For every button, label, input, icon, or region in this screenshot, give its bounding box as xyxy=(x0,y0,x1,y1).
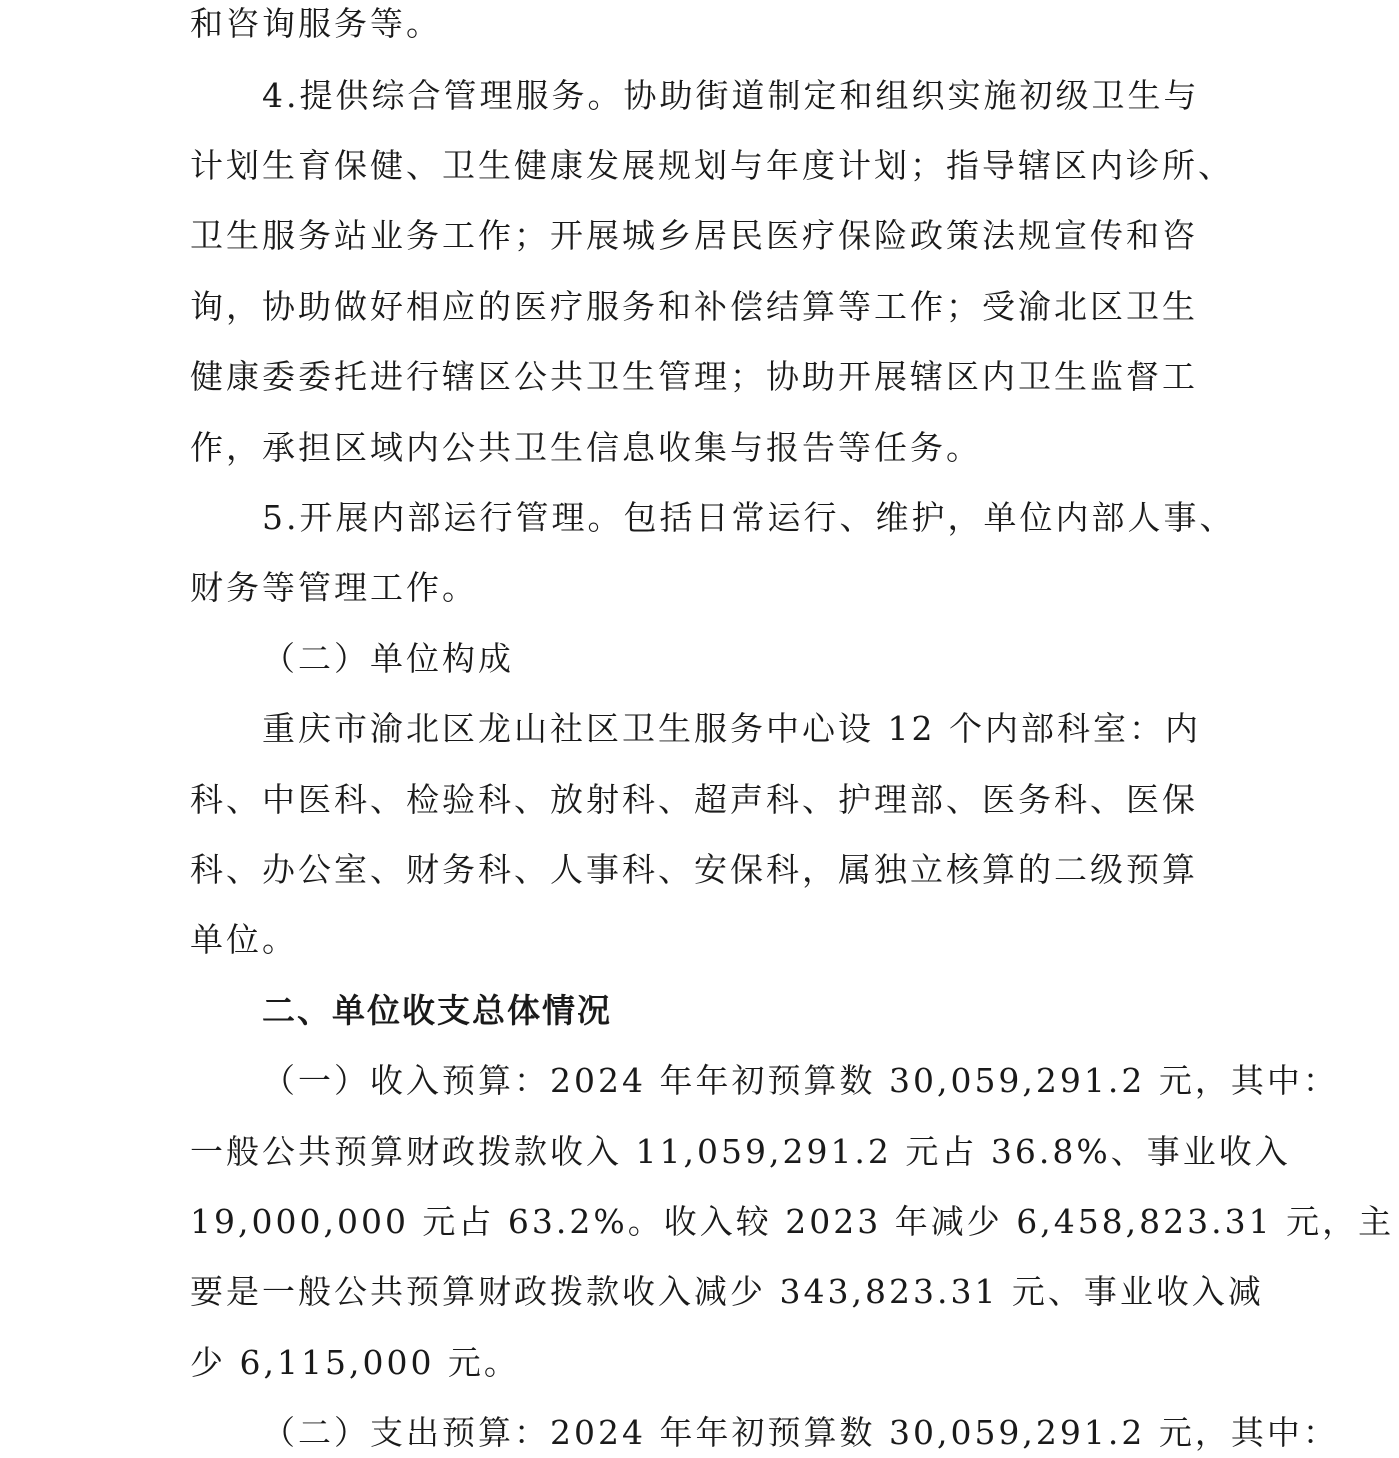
paragraph-line: 要是一般公共预算财政拨款收入减少 343,823.31 元、事业收入减 xyxy=(190,1272,1264,1311)
paragraph-line: 4.提供综合管理服务。协助街道制定和组织实施初级卫生与 xyxy=(262,76,1200,115)
paragraph-line: 少 6,115,000 元。 xyxy=(190,1343,520,1382)
paragraph-line: 单位。 xyxy=(190,920,298,959)
paragraph-line: 财务等管理工作。 xyxy=(190,568,478,607)
paragraph-line: 一般公共预算财政拨款收入 11,059,291.2 元占 36.8%、事业收入 xyxy=(190,1132,1291,1171)
paragraph-line: 重庆市渝北区龙山社区卫生服务中心设 12 个内部科室：内 xyxy=(262,709,1201,748)
paragraph-line: 科、中医科、检验科、放射科、超声科、护理部、医务科、医保 xyxy=(190,780,1198,819)
section-heading: （二）单位构成 xyxy=(262,639,514,678)
paragraph-line: 5.开展内部运行管理。包括日常运行、维护，单位内部人事、 xyxy=(262,498,1236,537)
paragraph-line: 和咨询服务等。 xyxy=(190,4,442,43)
chapter-heading: 二、单位收支总体情况 xyxy=(262,991,612,1030)
paragraph-line: 计划生育保健、卫生健康发展规划与年度计划；指导辖区内诊所、 xyxy=(190,146,1234,185)
paragraph-line: （一）收入预算：2024 年年初预算数 30,059,291.2 元，其中： xyxy=(262,1061,1339,1100)
paragraph-line: （二）支出预算：2024 年年初预算数 30,059,291.2 元，其中： xyxy=(262,1413,1339,1452)
paragraph-line: 作，承担区域内公共卫生信息收集与报告等任务。 xyxy=(190,428,982,467)
paragraph-line: 健康委委托进行辖区公共卫生管理；协助开展辖区内卫生监督工 xyxy=(190,357,1198,396)
paragraph-line: 19,000,000 元占 63.2%。收入较 2023 年减少 6,458,823.31 元，主 xyxy=(190,1202,1395,1241)
paragraph-line: 询，协助做好相应的医疗服务和补偿结算等工作；受渝北区卫生 xyxy=(190,287,1198,326)
paragraph-line: 科、办公室、财务科、人事科、安保科，属独立核算的二级预算 xyxy=(190,850,1198,889)
paragraph-line: 卫生服务站业务工作；开展城乡居民医疗保险政策法规宣传和咨 xyxy=(190,216,1198,255)
